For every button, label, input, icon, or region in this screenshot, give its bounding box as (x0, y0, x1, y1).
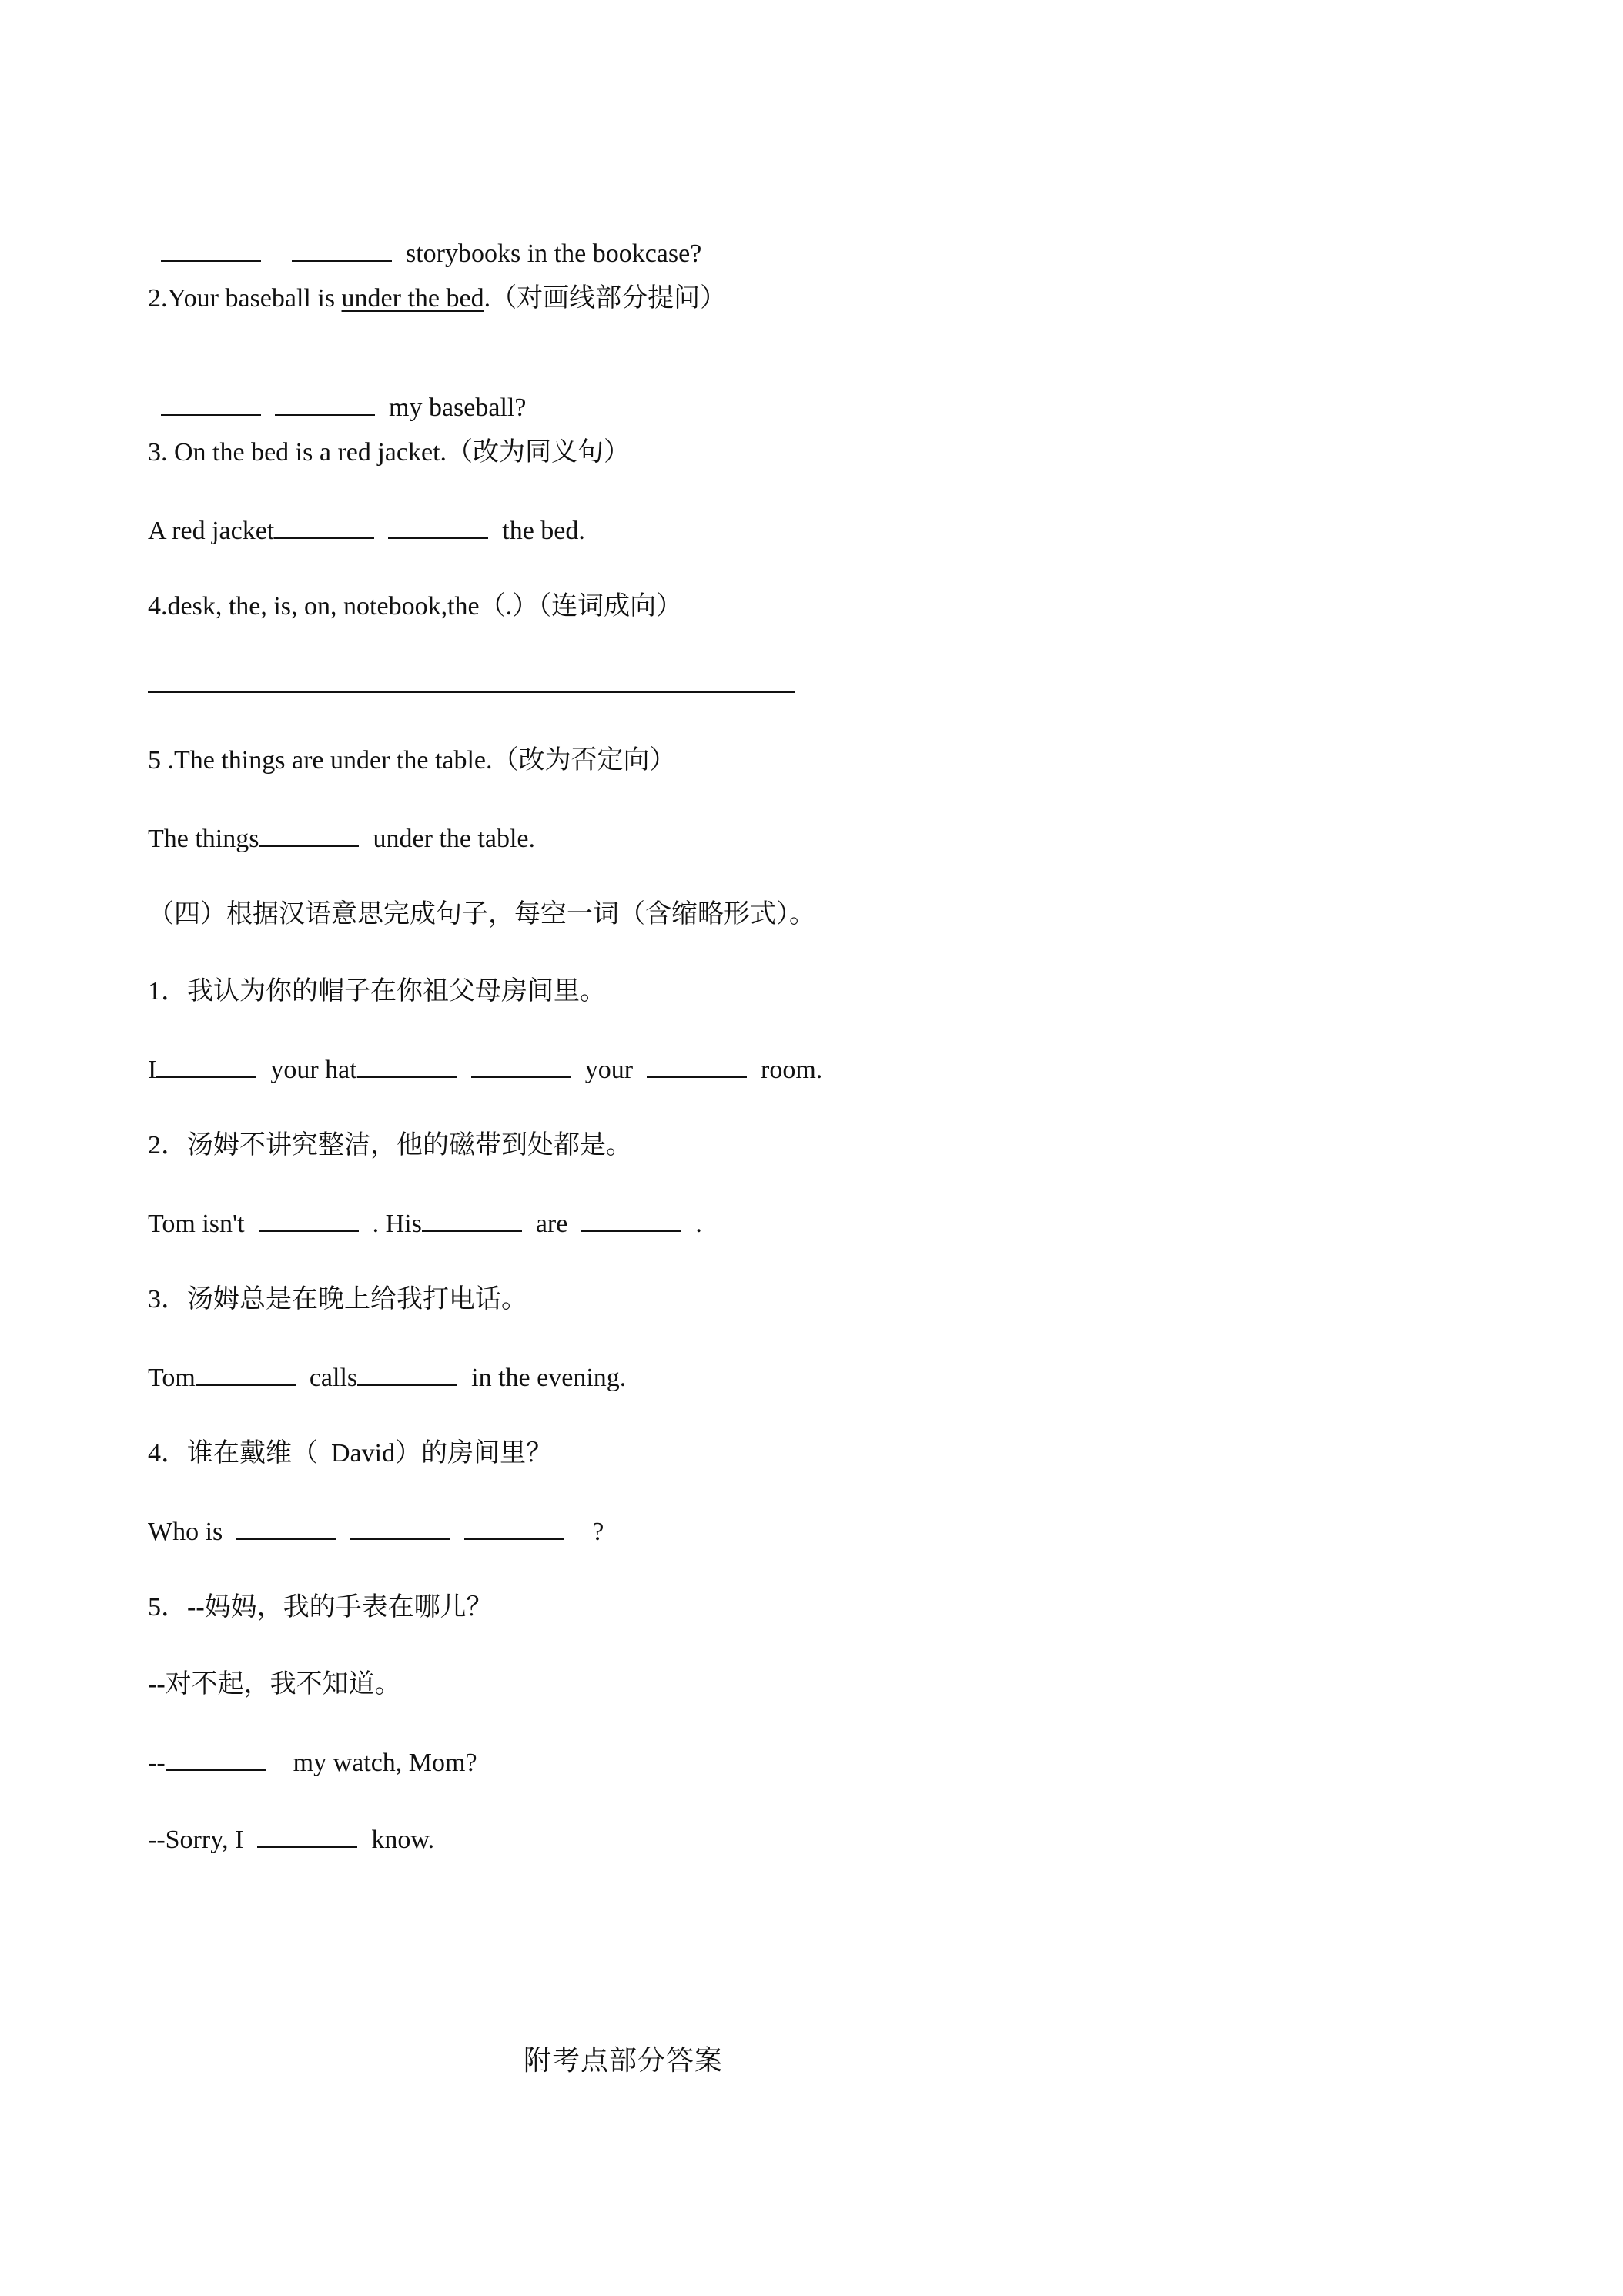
item-4-answer-line (148, 1515, 604, 1548)
blank[interactable] (350, 1515, 450, 1540)
item-5-prompt-reply: --对不起，我不知道。 (148, 1670, 401, 1699)
answer-rule[interactable] (148, 691, 795, 693)
answers-section-title: 附考点部分答案 (524, 2045, 724, 2076)
text: Who is (148, 1518, 223, 1546)
text: in the evening. (471, 1364, 627, 1392)
question-5-answer-line (148, 822, 535, 855)
blank[interactable] (236, 1515, 336, 1540)
text: --Sorry, I (148, 1826, 244, 1854)
blank[interactable] (196, 1361, 296, 1386)
text: the bed. (502, 517, 585, 545)
item-3-answer-line (148, 1361, 626, 1394)
item-5-prompt: 5．--妈妈，我的手表在哪儿？ (148, 1593, 493, 1622)
blank[interactable] (471, 1053, 571, 1078)
blank[interactable] (161, 391, 261, 416)
text: Tom isn't (148, 1210, 245, 1238)
text: 2.Your baseball is (148, 284, 342, 313)
text: . (695, 1210, 702, 1238)
question-3-prompt: 3. On the bed is a red jacket.（改为同义句） (148, 438, 631, 467)
text: under the table. (373, 825, 536, 853)
blank[interactable] (161, 237, 261, 262)
blank[interactable] (581, 1207, 681, 1232)
text: room. (761, 1056, 823, 1084)
blank[interactable] (259, 1207, 359, 1232)
blank[interactable] (464, 1515, 564, 1540)
line-1-storybooks (148, 206, 701, 269)
text: storybooks in the bookcase? (406, 239, 702, 268)
item-4-prompt: 4．谁在戴维（ David）的房间里？ (148, 1439, 553, 1468)
text: ? (592, 1518, 604, 1546)
question-3-answer-line (148, 514, 585, 547)
blank[interactable] (647, 1053, 747, 1078)
text: calls (309, 1364, 358, 1392)
blank[interactable] (156, 1053, 256, 1078)
question-2-answer-line (148, 360, 526, 423)
text: my watch, Mom? (293, 1749, 477, 1777)
text: are (535, 1210, 568, 1238)
text: your hat (270, 1056, 357, 1084)
item-2-answer-line (148, 1207, 702, 1240)
text: your (584, 1056, 634, 1084)
blank[interactable] (292, 237, 392, 262)
question-5-prompt: 5 .The things are under the table.（改为否定向） (148, 746, 676, 775)
question-2-prompt (148, 283, 726, 314)
text: A red jacket (148, 517, 275, 545)
blank[interactable] (275, 391, 375, 416)
blank[interactable] (388, 514, 488, 539)
text: -- (148, 1749, 166, 1777)
blank[interactable] (166, 1746, 266, 1771)
blank[interactable] (357, 1361, 457, 1386)
text: . His (372, 1210, 422, 1238)
text: know. (371, 1826, 435, 1854)
text: Tom (148, 1364, 196, 1392)
item-1-prompt: 1．我认为你的帽子在你祖父母房间里。 (148, 977, 606, 1006)
text: I (148, 1056, 157, 1084)
blank[interactable] (357, 1053, 457, 1078)
item-2-prompt: 2．汤姆不讲究整洁，他的磁带到处都是。 (148, 1131, 632, 1160)
item-1-answer-line (148, 1053, 822, 1086)
item-3-prompt: 3．汤姆总是在晚上给我打电话。 (148, 1285, 527, 1314)
text: my baseball? (389, 393, 527, 422)
blank[interactable] (257, 1823, 357, 1848)
question-4-prompt: 4.desk, the, is, on, notebook,the（.）（连词成向） (148, 592, 683, 621)
text: The things (148, 825, 259, 853)
blank[interactable] (274, 514, 374, 539)
text: .（对画线部分提问） (484, 284, 727, 313)
item-5-answer-line-1 (148, 1746, 477, 1779)
section-4-heading: （四）根据汉语意思完成句子，每空一词（含缩略形式）。 (148, 900, 815, 929)
blank[interactable] (422, 1207, 522, 1232)
blank[interactable] (259, 822, 359, 847)
underlined-phrase: under the bed (341, 284, 484, 313)
item-5-answer-line-2 (148, 1823, 434, 1856)
